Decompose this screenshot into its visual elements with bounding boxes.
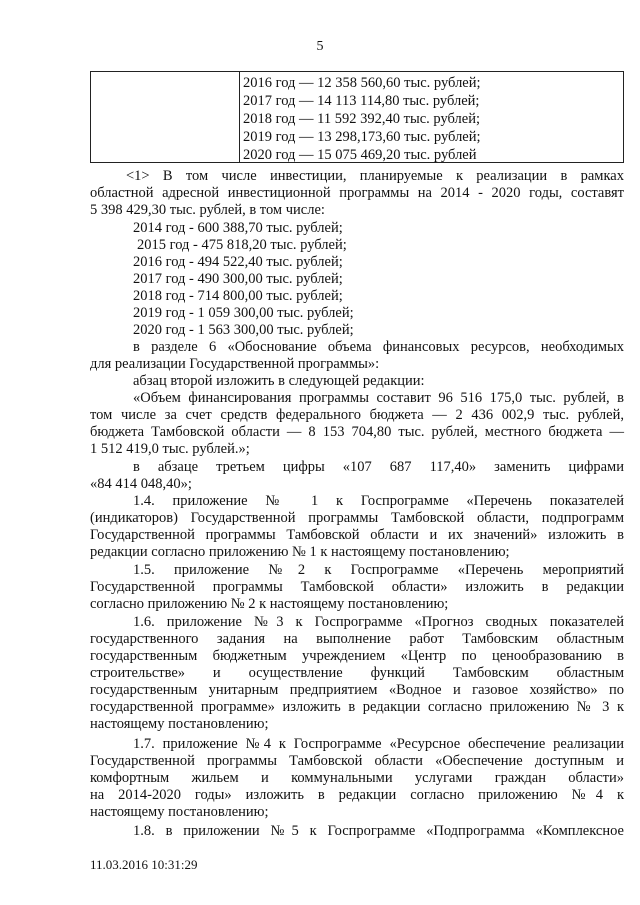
text-line: в абзаце третьем цифры «107 687 117,40» заменить цифрами [133, 459, 624, 475]
text-line: Государственной программы Тамбовской области и их значений» изложить в [90, 527, 624, 543]
text-line: государственным унитарным предприятием «Водное и газовое хозяйство» по [90, 682, 624, 698]
text-line: 1.7. приложение №4 к Госпрограмме «Ресурсное обеспечение реализации [133, 736, 624, 752]
text-line: 2020 год - 1 563 300,00 тыс. рублей; [133, 322, 354, 338]
text-line: государственного задания на выполнение работ Тамбовским областным [90, 631, 624, 647]
funding-table [90, 71, 624, 163]
text-line: (индикаторов) Государственной программы Тамбовской области, подпрограмм [90, 510, 624, 526]
text-line: редакции согласно приложению № 1 к настоящему постановлению; [90, 544, 510, 560]
footer-timestamp: 11.03.2016 10:31:29 [90, 857, 198, 872]
text-line: 2018 год - 714 800,00 тыс. рублей; [133, 288, 343, 304]
text-line: для реализации Государственной программы»: [90, 356, 380, 372]
text-line: комфортным жильем и коммунальными услугами граждан области» [90, 770, 624, 786]
text-line: <1> В том числе инвестиции, планируемые к реализации в рамках [126, 168, 624, 184]
table-row: 2019 год — 13 298,173,60 тыс. рублей; [243, 129, 481, 145]
text-line: Государственной программы Тамбовской области «Обеспечение доступным и [90, 753, 624, 769]
table-row: 2018 год — 11 592 392,40 тыс. рублей; [243, 111, 480, 127]
text-line: 1 512 419,0 тыс. рублей.»; [90, 441, 250, 457]
text-line: государственным бюджетным учреждением «Центр по ценообразованию в [90, 648, 624, 664]
text-line: 1.4. приложение № 1 к Госпрограмме «Перечень показателей [133, 493, 624, 509]
text-line: 2016 год - 494 522,40 тыс. рублей; [133, 254, 343, 270]
table-row: 2020 год — 15 075 469,20 тыс. рублей [243, 147, 477, 163]
table-row: 2017 год — 14 113 114,80 тыс. рублей; [243, 93, 480, 109]
text-line: 2014 год - 600 388,70 тыс. рублей; [133, 220, 343, 236]
text-line: 1.8. в приложении №5 к Госпрограмме «Подпрограмма «Комплексное [133, 823, 624, 839]
text-line: на 2014-2020 годы» изложить в редакции согласно приложению №4 к [90, 787, 624, 803]
text-line: 1.5. приложение №2 к Госпрограмме «Перечень мероприятий [133, 562, 624, 578]
text-line: областной адресной инвестиционной программы на 2014 - 2020 годы, составят [90, 185, 624, 201]
text-line: «84 414 048,40»; [90, 476, 192, 492]
table-divider [239, 72, 240, 162]
page-number: 5 [316, 39, 324, 54]
text-line: Государственной программы Тамбовской области» изложить в редакции [90, 579, 624, 595]
text-line: бюджета Тамбовской области — 8 153 704,80 тыс. рублей, местного бюджета — [90, 424, 624, 440]
text-line: том числе за счет средств федерального бюджета — 2 436 002,9 тыс. рублей, [90, 407, 624, 423]
text-line: настоящему постановлению; [90, 716, 269, 732]
text-line: государственной программе» изложить в редакции согласно приложению № 3 к [90, 699, 624, 715]
text-line: абзац второй изложить в следующей редакции: [133, 373, 425, 389]
text-line: настоящему постановлению; [90, 804, 269, 820]
text-line: согласно приложению № 2 к настоящему постановлению; [90, 596, 449, 612]
text-line: 2019 год - 1 059 300,00 тыс. рублей; [133, 305, 354, 321]
text-line: 5 398 429,30 тыс. рублей, в том числе: [90, 202, 325, 218]
text-line: строительстве» и осуществление функций Тамбовским областным [90, 665, 624, 681]
text-line: 2015 год - 475 818,20 тыс. рублей; [137, 237, 347, 253]
text-line: 1.6. приложение №3 к Госпрограмме «Прогноз сводных показателей [133, 614, 624, 630]
text-line: «Объем финансирования программы составит 96 516 175,0 тыс. рублей, в [133, 390, 624, 406]
table-row: 2016 год — 12 358 560,60 тыс. рублей; [243, 75, 481, 91]
text-line: 2017 год - 490 300,00 тыс. рублей; [133, 271, 343, 287]
text-line: в разделе 6 «Обоснование объема финансовых ресурсов, необходимых [133, 339, 624, 355]
